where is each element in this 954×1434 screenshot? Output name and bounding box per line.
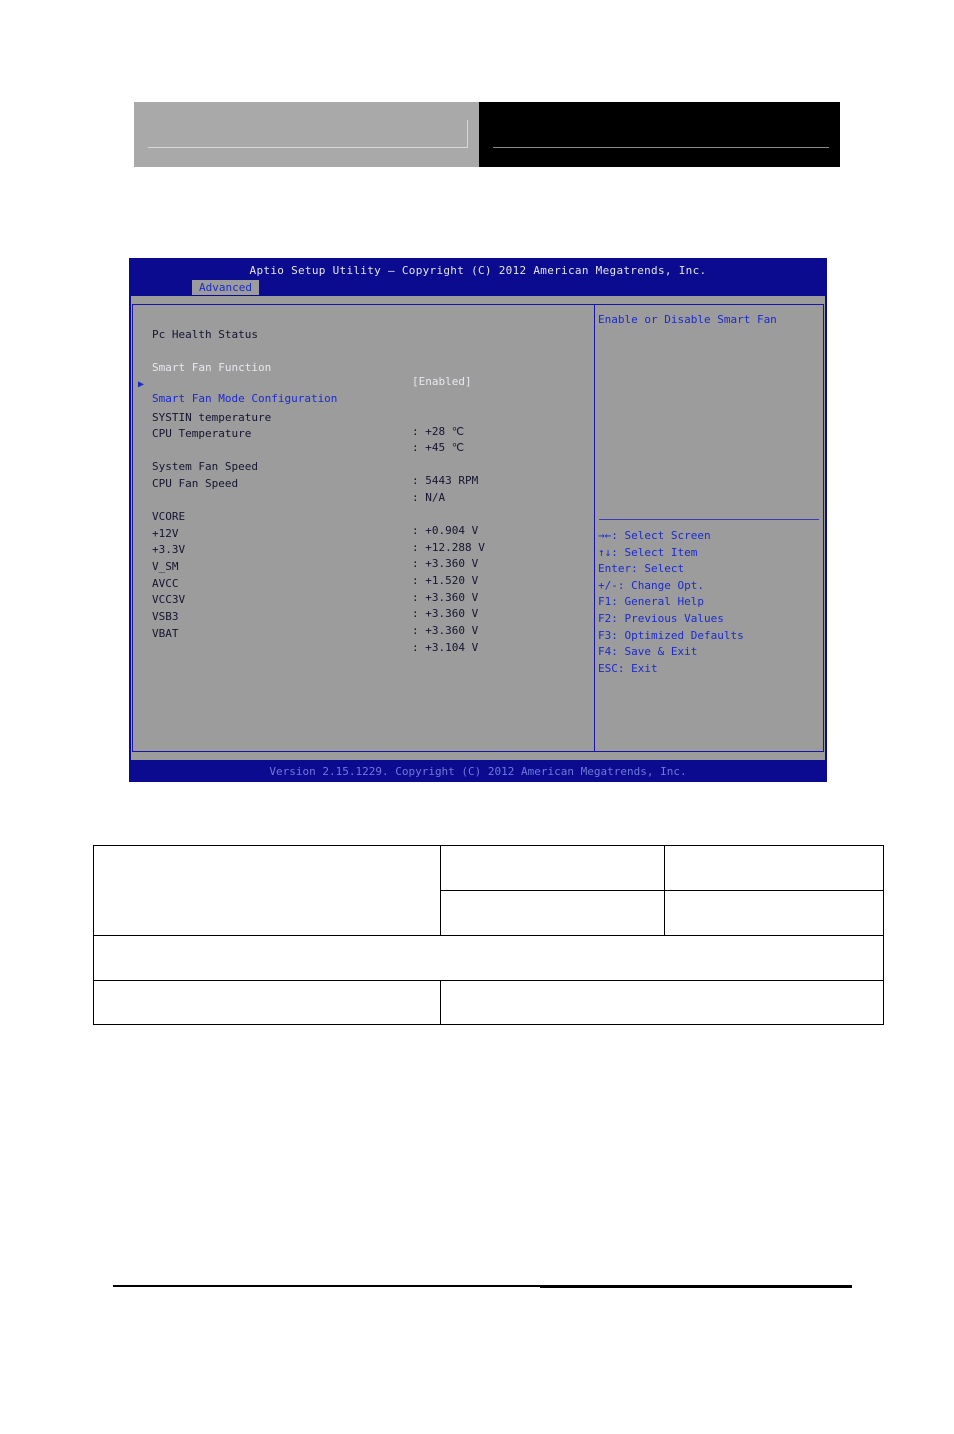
- reading-value: : +3.360 V: [412, 591, 479, 604]
- options-table: [93, 845, 884, 1025]
- help-panel: [594, 304, 824, 752]
- key-hint: F2: Previous Values: [598, 611, 724, 625]
- section-title: [152, 314, 258, 341]
- key-hint: F3: Optimized Defaults: [598, 628, 744, 642]
- key-hint: F1: General Help: [598, 595, 704, 609]
- key-hint: +/-: Change Opt.: [598, 578, 704, 592]
- reading-label: +3.3V: [152, 543, 186, 556]
- bios-body: [131, 296, 825, 760]
- bios-screen: [129, 258, 827, 782]
- header-tick: [467, 120, 468, 148]
- reading-value: : +3.360 V: [412, 557, 479, 570]
- table-cell: [93, 980, 441, 1025]
- header-band-right: [479, 102, 840, 167]
- reading-value: : 5443 RPM: [412, 474, 479, 487]
- table-cell: [440, 890, 665, 936]
- reading-label: VCC3V: [152, 593, 186, 606]
- table-cell: [664, 890, 884, 936]
- table-cell: [93, 935, 884, 981]
- table-cell: [440, 845, 665, 891]
- bios-footer: Version 2.15.1229. Copyright (C) 2012 American Megatrends, Inc.: [269, 765, 687, 778]
- table-cell: [93, 845, 441, 936]
- reading-value: : +3.360 V: [412, 624, 479, 637]
- reading-label: AVCC: [152, 577, 179, 590]
- tab-advanced[interactable]: Advanced: [192, 280, 259, 295]
- reading-value: : N/A: [412, 491, 446, 504]
- help-text: Enable or Disable Smart Fan: [598, 313, 777, 326]
- settings-panel: [132, 304, 595, 752]
- submenu-arrow-icon: ▶: [138, 379, 145, 390]
- reading-value: : +3.360 V: [412, 607, 479, 620]
- footer-rule-accent: [540, 1286, 852, 1288]
- key-hint: ↑↓: Select Item: [598, 545, 698, 559]
- table-cell: [440, 980, 884, 1025]
- key-legend: [598, 528, 744, 677]
- section-title-label: Pc Health Status: [152, 328, 258, 341]
- reading-label: VSB3: [152, 610, 179, 623]
- header-band-left: [134, 102, 479, 167]
- reading-value: : +3.104 V: [412, 641, 479, 654]
- reading-label: CPU Temperature: [152, 427, 252, 440]
- reading-value: : +12.288 V: [412, 541, 485, 554]
- smart-fan-function-row[interactable]: [152, 347, 472, 388]
- key-hint: ESC: Exit: [598, 661, 658, 675]
- header-rule-left: [148, 147, 468, 148]
- reading-label: System Fan Speed: [152, 460, 258, 473]
- reading-value: : +45 ℃: [412, 441, 465, 454]
- smart-fan-function-label: Smart Fan Function: [152, 361, 272, 374]
- key-hint: Enter: Select: [598, 562, 685, 576]
- reading-label: VBAT: [152, 627, 179, 640]
- reading-value: : +28 ℃: [412, 425, 465, 438]
- reading-label: VCORE: [152, 510, 186, 523]
- reading-value: : +1.520 V: [412, 574, 479, 587]
- table-cell: [664, 845, 884, 891]
- key-hint: F4: Save & Exit: [598, 645, 698, 659]
- bios-title: Aptio Setup Utility – Copyright (C) 2012 American Megatrends, Inc.: [249, 264, 707, 277]
- key-hint: →←: Select Screen: [598, 529, 711, 542]
- help-separator: [599, 519, 819, 520]
- smart-fan-function-value[interactable]: [Enabled]: [412, 375, 472, 388]
- reading-label: CPU Fan Speed: [152, 477, 239, 490]
- reading-label: SYSTIN temperature: [152, 411, 272, 424]
- reading-label: V_SM: [152, 560, 179, 573]
- reading-label: +12V: [152, 527, 179, 540]
- reading-value: : +0.904 V: [412, 524, 479, 537]
- smart-fan-mode-label[interactable]: Smart Fan Mode Configuration: [152, 392, 338, 405]
- header-rule-right: [493, 147, 829, 148]
